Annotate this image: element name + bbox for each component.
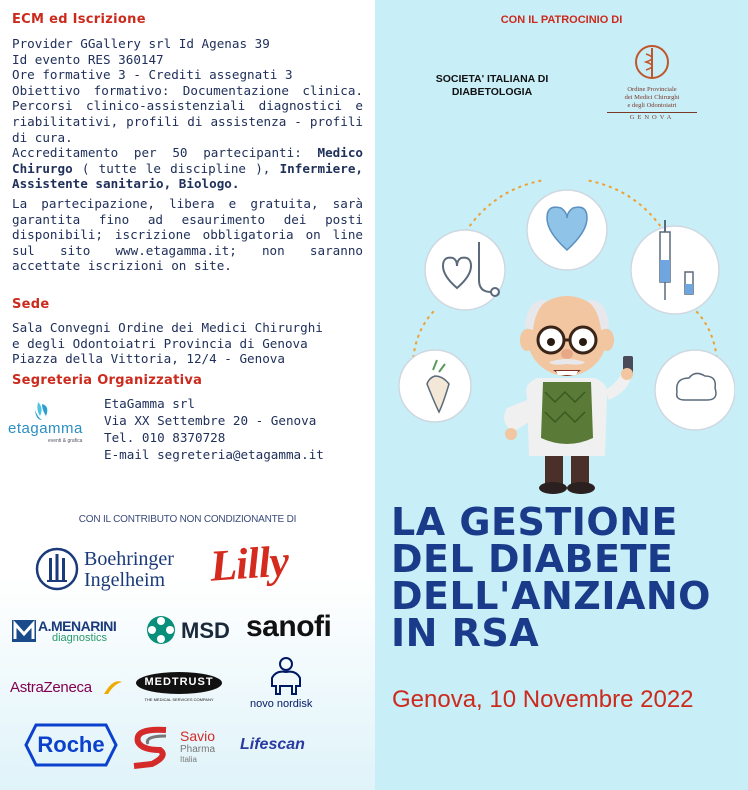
patrocinio-heading: CON IL PATROCINIO DI bbox=[500, 14, 623, 26]
ecm-accreditamento bbox=[12, 145, 363, 192]
ecm-heading: ECM ed Iscrizione bbox=[12, 12, 146, 27]
sid-logo bbox=[427, 73, 557, 99]
title-line: DEL DIABETE bbox=[391, 537, 674, 581]
etagamma-logo-text: etagamma bbox=[8, 420, 83, 437]
astrazeneca-logo bbox=[10, 676, 124, 700]
astrazeneca-mark-icon bbox=[102, 676, 124, 698]
segreteria-line: EtaGamma srl bbox=[104, 396, 195, 411]
ecm-partecipazione: La partecipazione, libera e gratuita, sarà garantita fino ad esaurimento dei posti disponibili; iscrizione obbligatoria on line sul sito www.etagamma.it; non saranno accettate iscrizioni on site. bbox=[12, 195, 363, 274]
medtrust-name: MEDTRUST bbox=[144, 676, 214, 688]
ecm-obiettivo: Obiettivo formativo: Documentazione clinica. Percorsi clinico-assistenziali diagnostici e riabilitativi, profili di assistenza - profili di cura. bbox=[12, 82, 363, 145]
segreteria-line: Via XX Settembre 20 - Genova bbox=[104, 413, 317, 428]
ecm-line: Id evento RES 360147 bbox=[12, 51, 164, 67]
etagamma-logo bbox=[8, 398, 100, 452]
medtrust-logo bbox=[134, 664, 226, 708]
professioni: Infermiere, Assistente sanitario, Biologo. bbox=[12, 160, 363, 192]
title-line: DELL'ANZIANO bbox=[391, 574, 711, 618]
lifescan-logo: Lifescan bbox=[240, 736, 305, 753]
ordine-name-3: e degli Odontoiatri bbox=[627, 102, 677, 109]
boehringer-name-1: Boehringer bbox=[84, 548, 174, 570]
msd-name: MSD bbox=[181, 618, 230, 643]
menarini-name: A.MENARINI bbox=[38, 618, 117, 634]
segreteria-heading: Segreteria Organizzativa bbox=[12, 373, 203, 388]
ordine-name-1: Ordine Provinciale bbox=[627, 86, 677, 93]
sede-line: Sala Convegni Ordine dei Medici Chirurghi bbox=[12, 320, 323, 335]
menarini-logo bbox=[12, 618, 132, 644]
apis-bull-icon bbox=[266, 656, 306, 698]
savio-mark-icon bbox=[130, 726, 170, 770]
ecm-details bbox=[12, 36, 363, 274]
msd-logo bbox=[144, 614, 236, 646]
boehringer-name-2: Ingelheim bbox=[84, 569, 166, 591]
savio-name-1: Savio bbox=[180, 728, 216, 744]
sede-heading: Sede bbox=[12, 297, 50, 312]
sid-name-2: DIABETOLOGIA bbox=[451, 86, 533, 98]
lilly-logo: Lilly bbox=[208, 536, 290, 591]
sede-details bbox=[12, 320, 363, 367]
menarini-mark-icon bbox=[12, 620, 36, 642]
savio-name-2: Pharma bbox=[180, 744, 216, 755]
roche-logo bbox=[24, 722, 118, 768]
ecm-line: Provider GGallery srl Id Agenas 39 bbox=[12, 36, 270, 51]
medtrust-sub: THE MEDICAL SERVICES COMPANY bbox=[144, 697, 214, 702]
novo-nordisk-name: novo nordisk bbox=[250, 698, 313, 710]
title-line: IN RSA bbox=[391, 611, 540, 655]
accreditamento-prefix: Accreditamento per 50 partecipanti: bbox=[12, 145, 302, 161]
segreteria-email: E-mail segreteria@etagamma.it bbox=[104, 447, 324, 462]
discipline: ( tutte le discipline ), bbox=[72, 160, 271, 176]
ordine-city: GENOVA bbox=[607, 112, 697, 121]
sede-line: Piazza della Vittoria, 12/4 - Genova bbox=[12, 351, 285, 367]
roche-name: Roche bbox=[37, 732, 105, 757]
segreteria-details bbox=[104, 395, 364, 463]
segreteria-line: Tel. 010 8370728 bbox=[104, 430, 226, 445]
astrazeneca-name: AstraZeneca bbox=[10, 679, 92, 696]
title-line: LA GESTIONE bbox=[391, 500, 678, 544]
savio-name-3: Italia bbox=[180, 755, 197, 764]
etagamma-logo-sub: eventi & grafica bbox=[48, 438, 83, 444]
sede-line: e degli Odontoiatri Provincia di Genova bbox=[12, 335, 308, 351]
boehringer-mark-icon bbox=[34, 546, 80, 592]
savio-logo bbox=[130, 726, 216, 770]
medico-chirurgo: Medico Chirurgo bbox=[12, 145, 363, 176]
elderly-man-illustration bbox=[395, 160, 735, 500]
ecm-line: Ore formative 3 - Crediti assegnati 3 bbox=[12, 67, 293, 83]
event-date: Genova, 10 Novembre 2022 bbox=[392, 686, 694, 713]
sanofi-logo: sanofi bbox=[246, 610, 332, 643]
ordine-logo bbox=[607, 42, 697, 121]
novo-nordisk-logo bbox=[246, 656, 328, 712]
caduceus-icon bbox=[634, 42, 670, 82]
sponsors-heading: CON IL CONTRIBUTO NON CONDIZIONANTE DI bbox=[78, 514, 297, 525]
event-title bbox=[391, 500, 736, 655]
boehringer-logo bbox=[34, 546, 194, 594]
menarini-sub: diagnostics bbox=[52, 632, 108, 644]
sid-name-1: SOCIETA' ITALIANA DI bbox=[435, 73, 549, 85]
msd-mark-icon bbox=[144, 614, 178, 646]
right-column bbox=[375, 0, 748, 790]
ordine-name-2: dei Medici Chirurghi bbox=[624, 94, 680, 101]
